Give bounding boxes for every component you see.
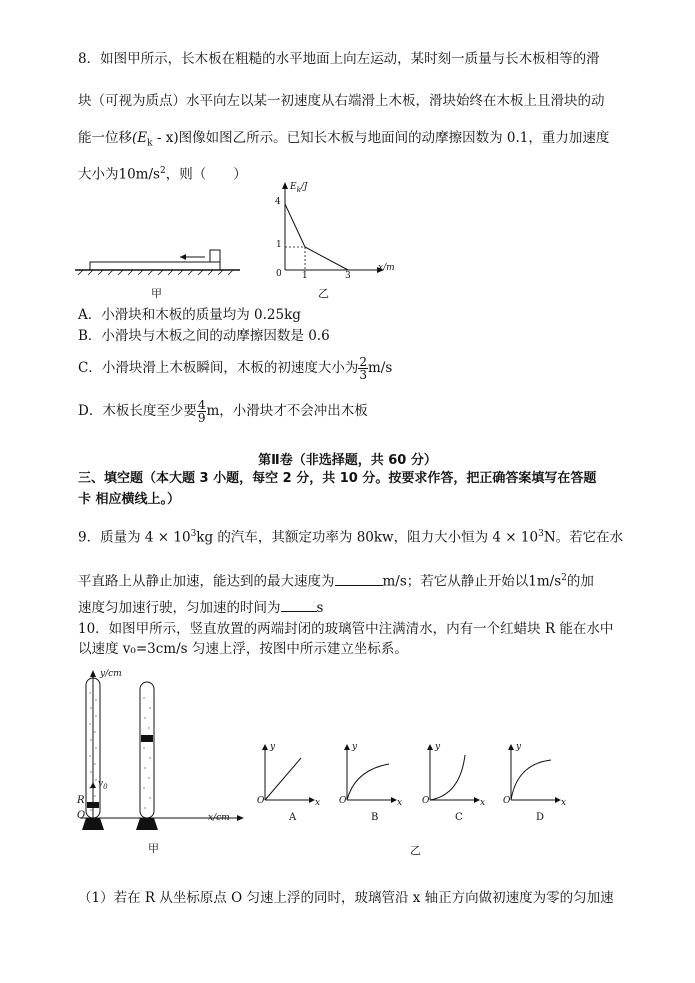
long-board bbox=[90, 262, 220, 270]
section-2-title: 第Ⅱ卷（非选择题，共 60 分） bbox=[258, 453, 437, 468]
graph-a-y: y bbox=[270, 742, 276, 752]
graph-y-tick-4: 4 bbox=[275, 197, 281, 207]
red-wax-block-1 bbox=[87, 802, 99, 808]
graph-d-o: O bbox=[503, 796, 511, 806]
q8-figure-jia bbox=[70, 222, 250, 292]
graph-d bbox=[508, 744, 561, 803]
graph-c-label: C bbox=[455, 812, 463, 823]
graph-a bbox=[262, 744, 315, 803]
section-2-instructions-1: 三、填空题（本大题 3 小题，每空 2 分，共 10 分。按要求作答，把正确答案填写在答题 bbox=[78, 471, 597, 486]
tube-O-label: O bbox=[77, 810, 86, 821]
q8-graph-yi bbox=[275, 180, 405, 290]
q8-option-b: B．小滑块与木板之间的动摩擦因数是 0.6 bbox=[78, 328, 330, 344]
q8-fig-jia-label: 甲 bbox=[151, 287, 162, 300]
graph-y-label: $E_k/J$ bbox=[290, 182, 308, 194]
graph-x-tick-3: 3 bbox=[345, 271, 351, 281]
graph-c-y: y bbox=[435, 742, 441, 752]
graph-c bbox=[427, 744, 480, 803]
graph-a-o: O bbox=[257, 796, 265, 806]
q8-fig-yi-label: 乙 bbox=[318, 287, 329, 300]
graph-a-label: A bbox=[289, 812, 297, 823]
frac-4-9: $\frac{4}{9}$ bbox=[197, 398, 206, 425]
graph-origin: 0 bbox=[276, 269, 282, 279]
tube-2-stand bbox=[136, 818, 158, 830]
frac-2-3: $\frac{2}{3}$ bbox=[359, 355, 367, 382]
q9-line-3: 速度匀加速行驶，匀加速的时间为 s bbox=[78, 597, 323, 618]
q8-line-2: 块（可视为质点）水平向左以某一初速度从右端滑上木板，滑块始终在木板上且滑块的动 bbox=[78, 93, 605, 109]
graph-b-y: y bbox=[352, 742, 358, 752]
tube-v0-label: $v_0$ bbox=[98, 779, 108, 791]
graph-a-x: x bbox=[315, 798, 321, 808]
graph-b-x: x bbox=[397, 798, 403, 808]
graph-d-label: D bbox=[536, 812, 545, 823]
q8-line-1: 8．如图甲所示，长木板在粗糙的水平地面上向左运动，某时刻一质量与长木板相等的滑 bbox=[78, 51, 600, 67]
graph-b-label: B bbox=[371, 812, 379, 823]
graph-c-o: O bbox=[422, 796, 430, 806]
ek-curve bbox=[285, 204, 348, 270]
graph-d-x: x bbox=[561, 798, 567, 808]
q8-option-c: C．小滑块滑上木板瞬间，木板的初速度大小为 $\frac{2}{3}$ m/s bbox=[78, 355, 393, 382]
graph-d-y: y bbox=[516, 742, 522, 752]
glass-tube-2 bbox=[136, 682, 158, 830]
graph-x-label: x/m bbox=[378, 263, 395, 273]
q9-line-2: 平直路上从静止加速，能达到的最大速度为 m/s；若它从静止开始以$1m/s^2$的加 bbox=[78, 568, 594, 592]
q10-fig-yi-label: 乙 bbox=[410, 844, 421, 857]
q8-option-a: A．小滑块和木板的质量均为 0.25kg bbox=[78, 307, 301, 323]
answer-blank-1[interactable] bbox=[335, 571, 383, 586]
q10-line-1: 10．如图甲所示，竖直放置的两端封闭的玻璃管中注满清水，内有一个红蜡块 R 能在水中 bbox=[78, 621, 614, 637]
section-2-instructions-2: 卡 相应横线上。） bbox=[78, 492, 181, 507]
graph-b-o: O bbox=[339, 796, 347, 806]
slider-block bbox=[210, 250, 220, 262]
q10-graphs-yi bbox=[255, 740, 575, 810]
q9-line-1: 9．质量为 $4 \times 10^3kg$ 的汽车，其额定功率为 80kw，阻力大小恒为 $4 \times 10^3N$。若它在水 bbox=[78, 529, 624, 546]
graph-y-tick-1: 1 bbox=[276, 240, 282, 250]
tube-y-label: y/cm bbox=[100, 669, 122, 679]
q10-line-2: 以速度 v₀=3cm/s 匀速上浮，按图中所示建立坐标系。 bbox=[78, 641, 408, 657]
q8-option-d: D．木板长度至少要 $\frac{4}{9}$ m，小滑块才不会冲出木板 bbox=[78, 398, 368, 425]
tube-R-label: R bbox=[77, 795, 85, 806]
q8-line-4: 大小为$10m/s^2$，则（ ） bbox=[78, 166, 247, 183]
q10-fig-jia-label: 甲 bbox=[148, 842, 159, 855]
tube-x-label: x/cm bbox=[208, 813, 230, 823]
graph-b bbox=[344, 744, 397, 803]
q8-line-3: 能一位移$(E_k - x)$图像如图乙所示。已知长木板与地面间的动摩擦因数为 0.1，重力加速度 bbox=[78, 130, 610, 149]
q10-sub-1: （1）若在 R 从坐标原点 O 匀速上浮的同时，玻璃管沿 x 轴正方向做初速度为零的匀加速 bbox=[78, 890, 614, 906]
answer-blank-2[interactable] bbox=[281, 597, 317, 612]
red-wax-block-2 bbox=[141, 735, 153, 742]
tube-1-stand bbox=[82, 818, 104, 830]
graph-x-tick-1: 1 bbox=[302, 271, 308, 281]
graph-c-x: x bbox=[480, 798, 486, 808]
